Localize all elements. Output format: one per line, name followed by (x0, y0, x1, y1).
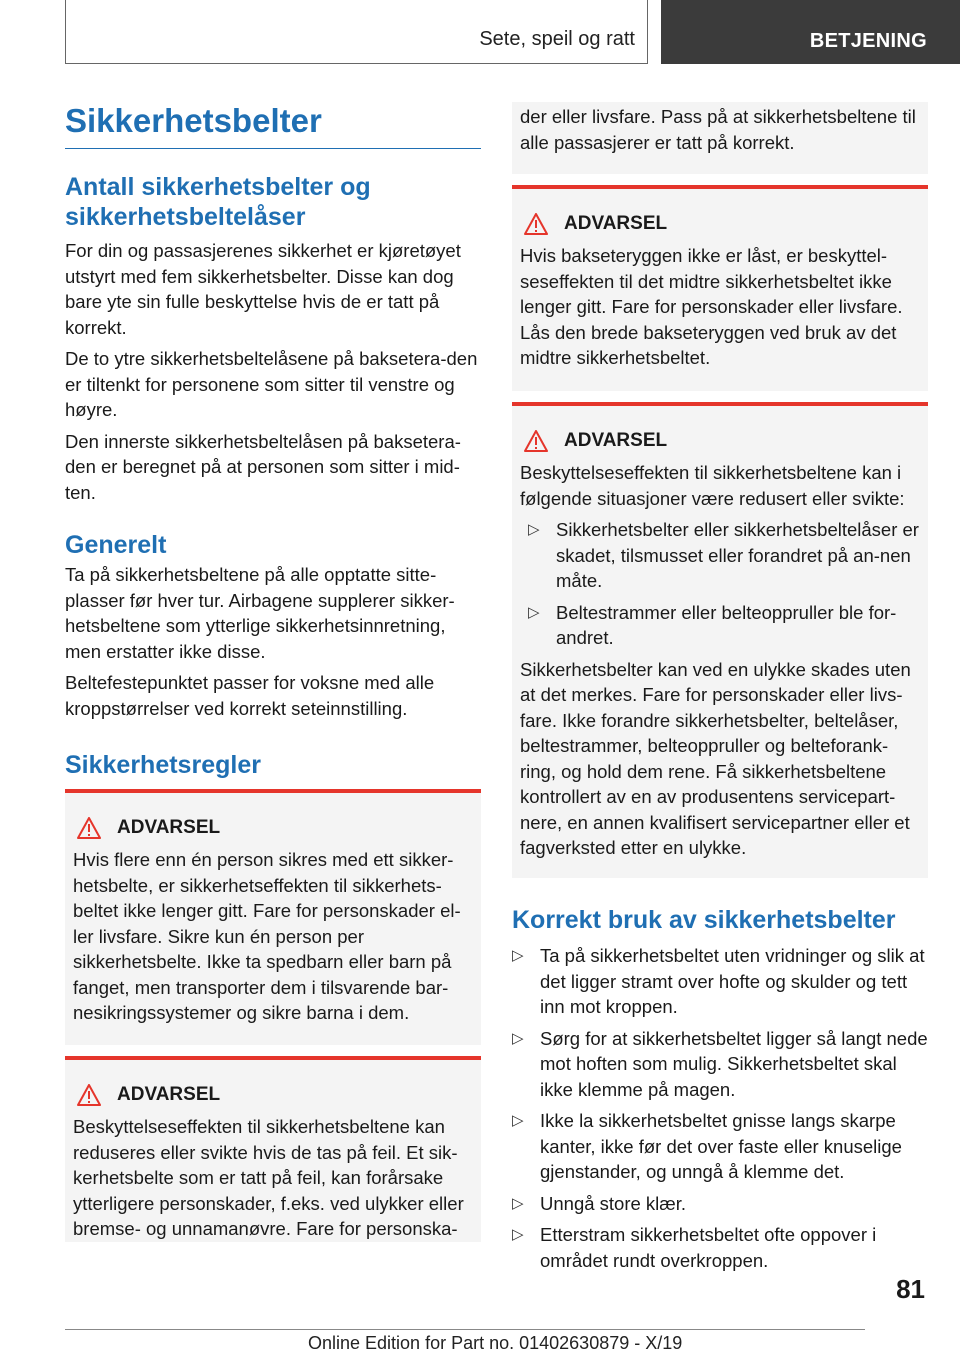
warning-continuation-text: der eller livsfare. Pass på at sikkerhetsbeltene til alle passasjerer er tatt på korrekt. (520, 106, 916, 153)
warning-title-2: ADVARSEL (117, 1084, 221, 1105)
triangle-bullet-icon: ▷ (512, 1112, 524, 1129)
warning-title-4: ADVARSEL (564, 430, 668, 451)
page-number: 81 (896, 1274, 925, 1304)
warning-triangle-icon (524, 213, 548, 235)
heading-antall: Antall sikkerhetsbelter og sikkerhetsbeltelåser (65, 173, 371, 231)
list-item: ▷ Ta på sikkerhetsbeltet uten vridninger og slik at det ligger stramt over hofte og skulder og tett inn mot kroppen. (512, 945, 925, 1017)
triangle-bullet-icon: ▷ (528, 603, 540, 621)
warning-box-2 (65, 1056, 481, 1242)
warning-triangle-icon (524, 430, 548, 452)
header-section-box (65, 0, 648, 64)
page-title: Sikkerhetsbelter (65, 102, 322, 139)
triangle-bullet-icon: ▷ (512, 1029, 524, 1047)
warning-text-4b: Sikkerhetsbelter kan ved en ulykke skades uten at det merkes. Fare for personskader eller livs-fare. Ikke forandre sikkerhetsbelter, beltelåser, beltestrammer, belteoppruller og belteforank-ring, og hold dem rene. Få sikkerhetsbeltene kontrollert av en av produsentens servicepart-nere, en annen kvalifisert servicepartner eller et fagverksted etter en ulykke. (520, 658, 911, 858)
para-generelt-1: Ta på sikkerhetsbeltene på alle opptatte sitte-plasser før hver tur. Airbagene supplerer sikker-hetsbeltene som ytterlige sikkerhetsinnretning, men erstatter ikke disse. (65, 564, 455, 662)
warning-triangle-icon (77, 1084, 101, 1106)
warning-text-2: Beskyttelseseffekten til sikkerhetsbeltene kan reduseres eller svikte hvis de tas på feil. Et sik-kerhetsbelte som er tatt på feil, kan forårsake ytterligere personskader, f.eks. ved ulykker eller bremse- og unnamanøvre. Fare for personska- (73, 1116, 464, 1239)
warning-triangle-icon (77, 817, 101, 839)
triangle-bullet-icon: ▷ (528, 521, 540, 538)
para-antall-1: For din og passasjerenes sikkerhet er kjøretøyet utstyrt med fem sikkerhetsbelter. Disse kan dog bare yte sin fulle beskyttelse hvis de er tatt på korrekt. (65, 240, 461, 338)
list-item: ▷ Sørg for at sikkerhetsbeltet ligger så langt nede mot hoften som mulig. Sikkerhetsbeltet skal ikke klemme på magen. (512, 1027, 928, 1100)
header-chapter-box (661, 0, 960, 64)
para-antall-3: Den innerste sikkerhetsbeltelåsen på baksetera-den er beregnet på at personen som sitter i mid-ten. (65, 430, 461, 503)
list-item: ▷ Unngå store klær. (504, 1191, 928, 1217)
heading-korrekt-bruk: Korrekt bruk av sikkerhetsbelter (512, 906, 896, 934)
section-antall (65, 172, 481, 505)
warning-4-list (520, 517, 920, 651)
heading-generelt: Generelt (65, 531, 167, 559)
korrekt-bruk-list (504, 943, 928, 1273)
section-korrekt-bruk (512, 905, 928, 1279)
warning-text-4: Beskyttelseseffekten til sikkerhetsbeltene kan i følgende situasjoner være redusert eller svikte: (520, 462, 905, 509)
warning-box-4 (512, 402, 928, 878)
list-item: ▷ Etterstram sikkerhetsbeltet ofte oppover i området rundt overkroppen. (512, 1224, 877, 1271)
title-rule (65, 148, 481, 149)
warning-title-3: ADVARSEL (564, 213, 668, 234)
list-item: ▷ Sikkerhetsbelter eller sikkerhetsbeltelåser er skadet, tilsmusset eller forandret på an-nen måte. (528, 519, 919, 591)
footer-rule (65, 1329, 865, 1330)
warning-box-3 (512, 185, 928, 391)
footer-edition: Online Edition for Part no. 01402630879 - X/19 (308, 1333, 683, 1353)
triangle-bullet-icon: ▷ (512, 1226, 524, 1243)
triangle-bullet-icon: ▷ (512, 1194, 524, 1212)
warning-box-1 (65, 789, 481, 1045)
warning-continuation (512, 102, 928, 174)
section-generelt (65, 530, 481, 721)
heading-sikkerhetsregler: Sikkerhetsregler (65, 751, 261, 779)
warning-text-1: Hvis flere enn én person sikres med ett sikker-hetsbelte, er sikkerhetseffekten til sikkerhets-beltet ikke lenger gitt. Fare for personskader el-ler livsfare. Sikre kun én person per sikkerhetsbelte. Ikke ta spedbarn eller barn på fanget, men transporter dem i tilsvarende bar-nesikringssystemer og sikre barna i dem. (73, 849, 461, 1023)
warning-text-3: Hvis bakseteryggen ikke er låst, er beskyttel-seseffekten til det midtre sikkerhetsbeltet ikke lenger gitt. Fare for personskader eller livsfare. Lås den brede bakseteryggen ved bruk av det midtre sikkerhetsbeltet. (520, 245, 903, 368)
header-section-title: Sete, speil og ratt (479, 28, 635, 50)
header-chapter-title: BETJENING (809, 30, 927, 52)
warning-title-1: ADVARSEL (117, 817, 221, 838)
list-item: ▷ Beltestrammer eller belteoppruller ble for-andret. (528, 601, 897, 648)
para-generelt-2: Beltefestepunktet passer for voksne med alle kroppstørrelser ved korrekt seteinnstilling. (65, 672, 435, 719)
list-item: ▷ Ikke la sikkerhetsbeltet gnisse langs skarpe kanter, ikke før det over faste eller knuselige gjenstander, og unngå å klemme det. (512, 1110, 902, 1182)
para-antall-2: De to ytre sikkerhetsbeltelåsene på baksetera-den er tiltenkt for personene som sitter til venstre og høyre. (65, 348, 478, 420)
triangle-bullet-icon: ▷ (512, 947, 524, 964)
